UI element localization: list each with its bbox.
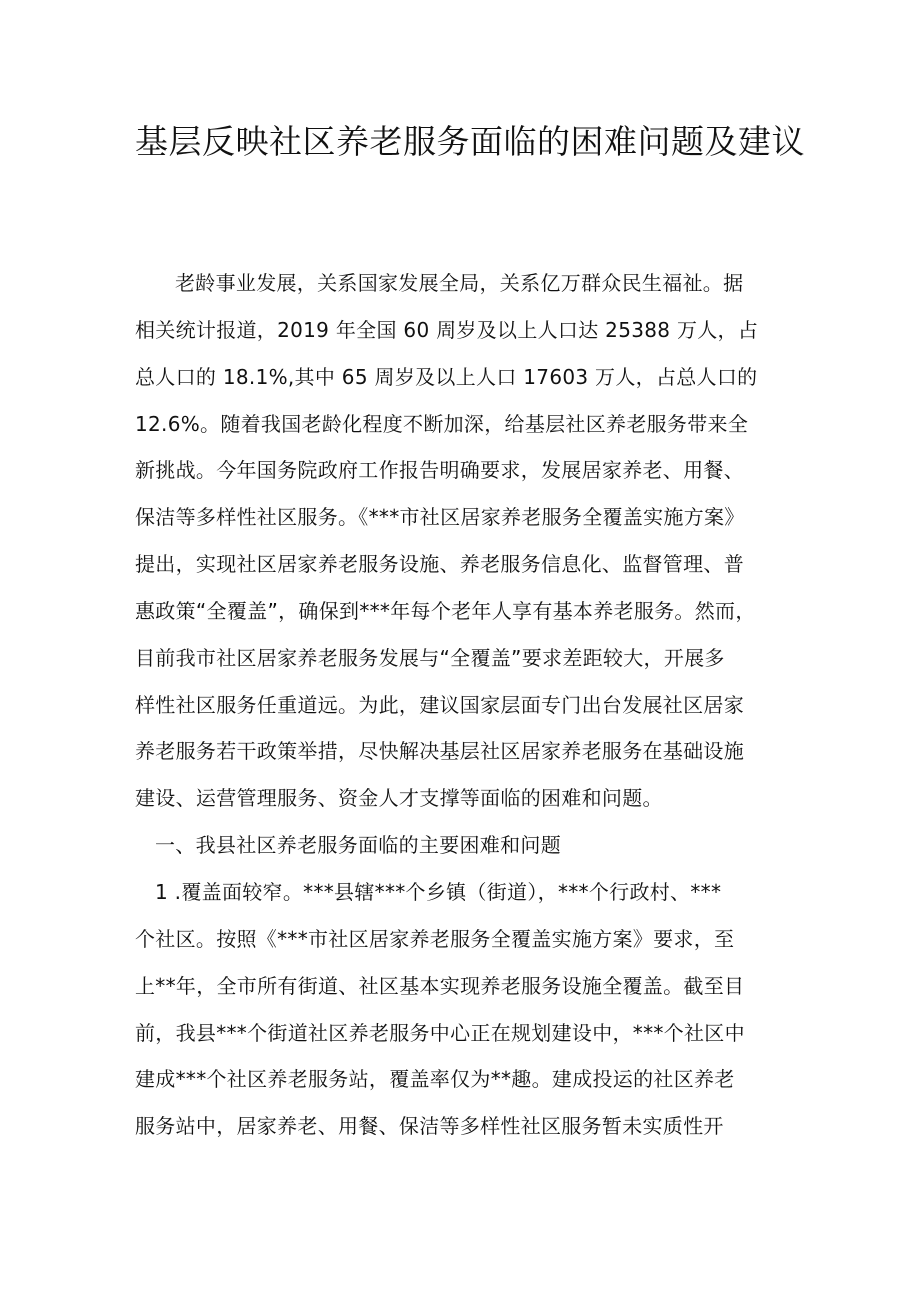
paragraph-line: 提出，实现社区居家养老服务设施、养老服务信息化、监督管理、普 [135, 552, 744, 577]
paragraph-line: 老龄事业发展，关系国家发展全局，关系亿万群众民生福祉。据 [175, 271, 744, 295]
paragraph-line: 建成***个社区养老服务站，覆盖率仅为**趣。建成投运的社区养老 [135, 1067, 735, 1092]
section-heading: 一、我县社区养老服务面临的主要困难和问题 [155, 833, 561, 858]
paragraph-line: 上**年，全市所有街道、社区基本实现养老服务设施全覆盖。截至目 [135, 973, 745, 998]
document-title: 基层反映社区养老服务面临的困难问题及建议 [135, 122, 805, 161]
paragraph-line: 建设、运营管理服务、资金人才支撑等面临的困难和问题。 [135, 786, 663, 811]
paragraph-line: 相关统计报道，2019 年全国 60 周岁及以上人口达 25388 万人，占 [135, 317, 759, 342]
paragraph-line: 总人口的 18.1%,其中 65 周岁及以上人口 17603 万人，占总人口的 [135, 364, 758, 389]
paragraph-line: 样性社区服务任重道远。为此，建议国家层面专门出台发展社区居家 [135, 692, 744, 717]
paragraph-line: 保洁等多样性社区服务。《***市社区居家养老服务全覆盖实施方案》 [135, 505, 745, 530]
paragraph-line: 服务站中，居家养老、用餐、保洁等多样性社区服务暂未实质性开 [135, 1114, 724, 1139]
document-body [135, 260, 800, 1150]
paragraph-line: 养老服务若干政策举措，尽快解决基层社区居家养老服务在基础设施 [135, 739, 744, 764]
paragraph-line: 个社区。按照《***市社区居家养老服务全覆盖实施方案》要求，至 [135, 926, 735, 951]
paragraph-line: 目前我市社区居家养老服务发展与“全覆盖”要求差距较大，开展多 [135, 645, 725, 670]
paragraph-line: 1 .覆盖面较窄。***县辖***个乡镇（街道），***个行政村、*** [155, 879, 722, 904]
paragraph-line: 12.6%。随着我国老龄化程度不断加深，给基层社区养老服务带来全 [135, 411, 749, 436]
paragraph-line: 前，我县***个街道社区养老服务中心正在规划建设中，***个社区中 [135, 1020, 745, 1045]
paragraph-line: 惠政策“全覆盖”，确保到***年每个老年人享有基本养老服务。然而， [135, 598, 756, 623]
paragraph-line: 新挑战。今年国务院政府工作报告明确要求，发展居家养老、用餐、 [135, 458, 744, 483]
